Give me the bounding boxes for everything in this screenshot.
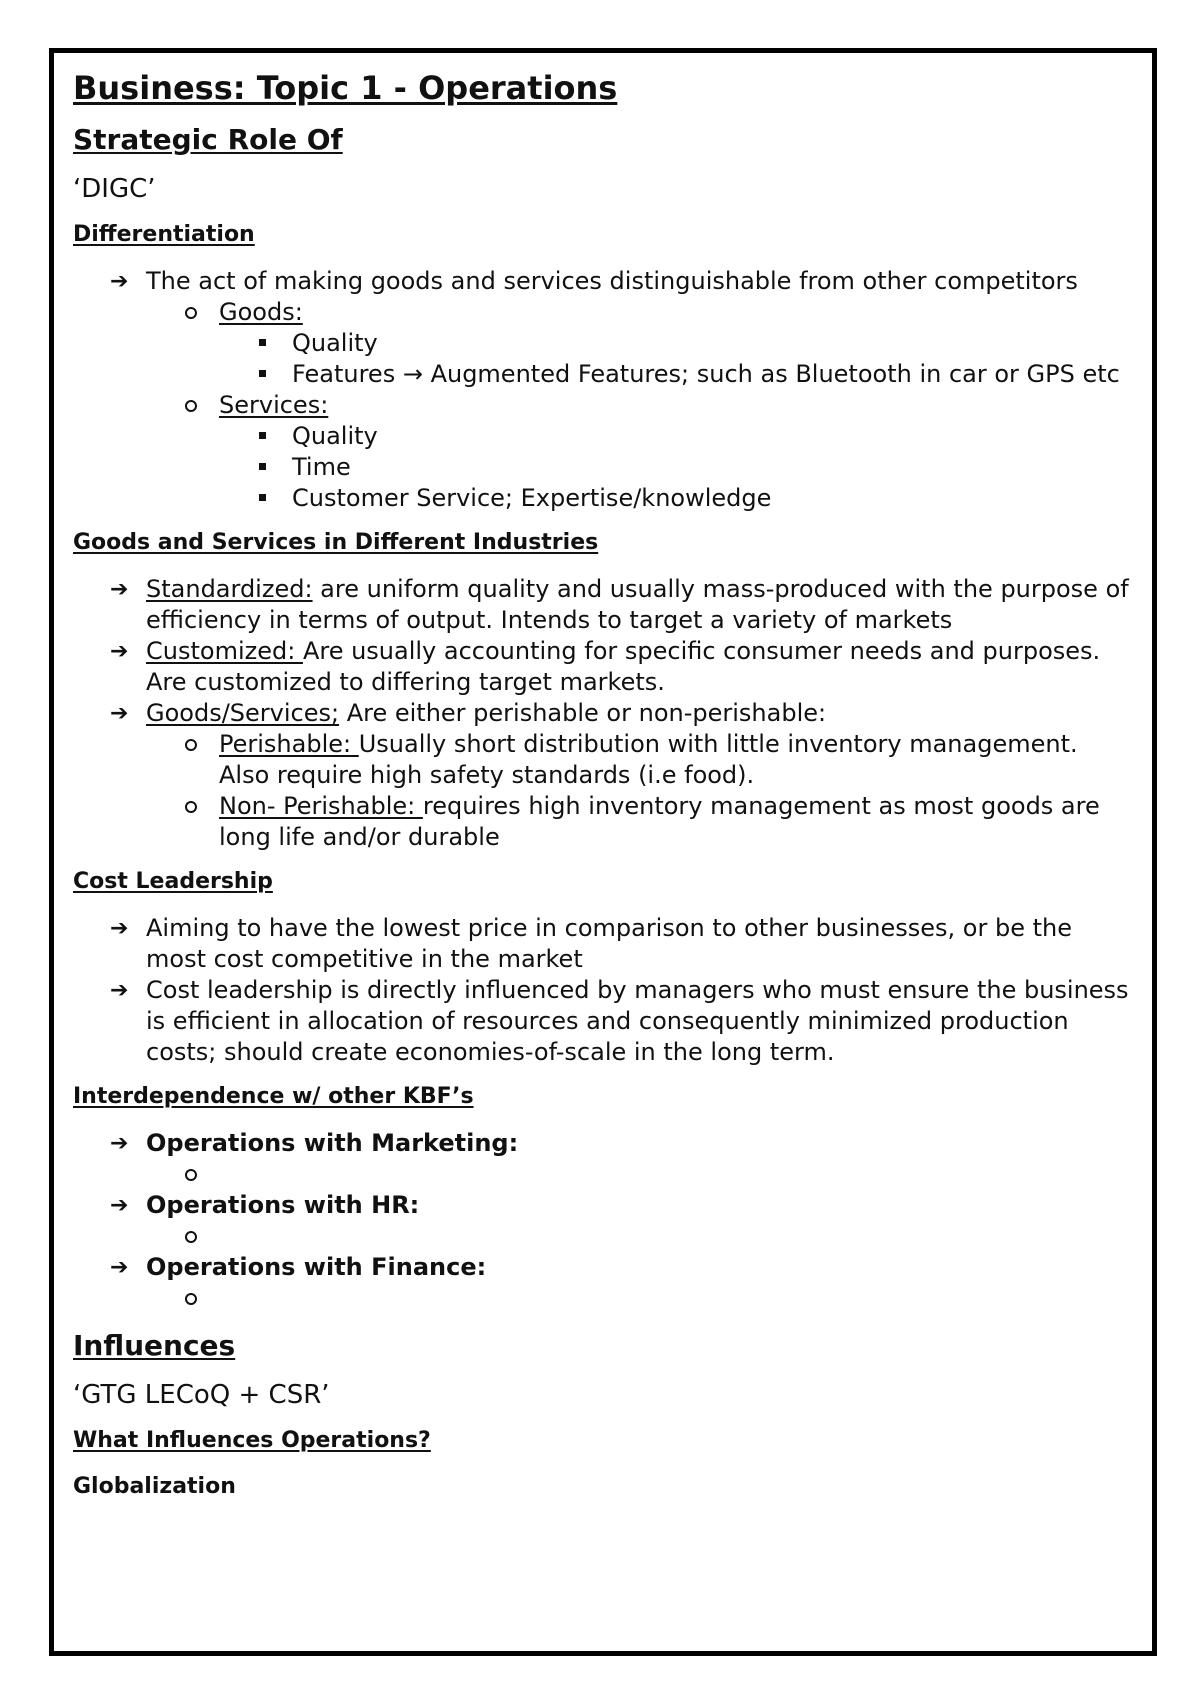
standardized-label: Standardized:	[146, 575, 313, 603]
nonperishable-label: Non- Perishable:	[219, 792, 423, 820]
circle-bullet-icon	[185, 307, 197, 319]
goods-item: Features → Augmented Features; such as Bluetooth in car or GPS etc	[292, 360, 1120, 388]
list-item	[73, 483, 1133, 514]
interdependence-item: Operations with HR:	[146, 1191, 420, 1219]
interdependence-item: Operations with Marketing:	[146, 1129, 519, 1157]
interdependence-list	[73, 1128, 1133, 1314]
list-item	[73, 975, 1133, 1068]
differentiation-point: The act of making goods and services distinguishable from other competitors	[146, 267, 1078, 295]
list-item	[73, 1159, 1133, 1190]
perishable-label: Perishable:	[219, 730, 359, 758]
circle-bullet-icon	[185, 1293, 197, 1305]
goods-item: Quality	[292, 329, 378, 357]
perishable-text: Usually short distribution with little inventory management. Also require high safety standards (i.e food).	[219, 730, 1078, 789]
customized-label: Customized:	[146, 637, 303, 665]
cost-leadership-point: Cost leadership is directly influenced by managers who must ensure the business is efficient in allocation of resources and consequently minimized production costs; should create economies-of-scale in the long term.	[146, 976, 1129, 1066]
list-item	[73, 1252, 1133, 1283]
arrow-bullet-icon: ➔	[110, 639, 129, 664]
arrow-bullet-icon: ➔	[110, 1255, 129, 1280]
list-item	[73, 421, 1133, 452]
arrow-bullet-icon: ➔	[110, 978, 129, 1003]
arrow-bullet-icon: ➔	[110, 916, 129, 941]
list-item	[73, 1190, 1133, 1221]
goods-services-text: Are either perishable or non-perishable:	[339, 699, 827, 727]
list-item	[73, 698, 1133, 729]
list-item	[73, 1128, 1133, 1159]
influences-heading: Influences	[73, 1329, 236, 1362]
differentiation-list	[73, 266, 1133, 514]
what-influences-heading: What Influences Operations?	[73, 1428, 431, 1453]
list-item	[73, 297, 1133, 328]
cost-leadership-point: Aiming to have the lowest price in comparison to other businesses, or be the most cost competitive in the market	[146, 914, 1072, 973]
arrow-bullet-icon: ➔	[110, 1131, 129, 1156]
circle-bullet-icon	[185, 1231, 197, 1243]
services-item: Customer Service; Expertise/knowledge	[292, 484, 772, 512]
circle-bullet-icon	[185, 739, 197, 751]
interdependence-heading: Interdependence w/ other KBF’s	[73, 1084, 474, 1109]
list-item	[73, 452, 1133, 483]
digc-mnemonic: ‘DIGC’	[73, 174, 156, 204]
square-bullet-icon	[259, 494, 266, 501]
square-bullet-icon	[259, 370, 266, 377]
list-item	[73, 574, 1133, 636]
globalization-heading: Globalization	[73, 1474, 236, 1499]
arrow-bullet-icon: ➔	[110, 1193, 129, 1218]
list-item	[73, 791, 1133, 853]
list-item	[73, 913, 1133, 975]
cost-leadership-list	[73, 913, 1133, 1068]
services-item: Time	[292, 453, 351, 481]
influences-mnemonic: ‘GTG LECoQ + CSR’	[73, 1380, 330, 1410]
circle-bullet-icon	[185, 400, 197, 412]
differentiation-heading: Differentiation	[73, 222, 255, 247]
list-item	[73, 729, 1133, 791]
list-item	[73, 266, 1133, 297]
list-item	[73, 1221, 1133, 1252]
square-bullet-icon	[259, 339, 266, 346]
standardized-text: are uniform quality and usually mass-produced with the purpose of efficiency in terms of output. Intends to target a variety of markets	[146, 575, 1129, 634]
services-item: Quality	[292, 422, 378, 450]
list-item	[73, 390, 1133, 421]
list-item	[73, 1283, 1133, 1314]
arrow-bullet-icon: ➔	[110, 701, 129, 726]
document-title: Business: Topic 1 - Operations	[73, 69, 618, 107]
goods-label: Goods:	[219, 298, 303, 326]
customized-text: Are usually accounting for specific consumer needs and purposes. Are customized to differing target markets.	[146, 637, 1101, 696]
square-bullet-icon	[259, 463, 266, 470]
goods-services-label: Goods/Services;	[146, 699, 340, 727]
square-bullet-icon	[259, 432, 266, 439]
arrow-bullet-icon: ➔	[110, 269, 129, 294]
list-item	[73, 636, 1133, 698]
cost-leadership-heading: Cost Leadership	[73, 869, 273, 894]
interdependence-item: Operations with Finance:	[146, 1253, 487, 1281]
circle-bullet-icon	[185, 1169, 197, 1181]
services-label: Services:	[219, 391, 329, 419]
circle-bullet-icon	[185, 801, 197, 813]
arrow-bullet-icon: ➔	[110, 577, 129, 602]
goods-services-heading: Goods and Services in Different Industries	[73, 530, 599, 555]
list-item	[73, 359, 1133, 390]
nonperishable-text: requires high inventory management as most goods are long life and/or durable	[219, 792, 1100, 851]
strategic-role-heading: Strategic Role Of	[73, 123, 343, 156]
document-body	[73, 68, 1133, 1518]
goods-services-list	[73, 574, 1133, 853]
list-item	[73, 328, 1133, 359]
